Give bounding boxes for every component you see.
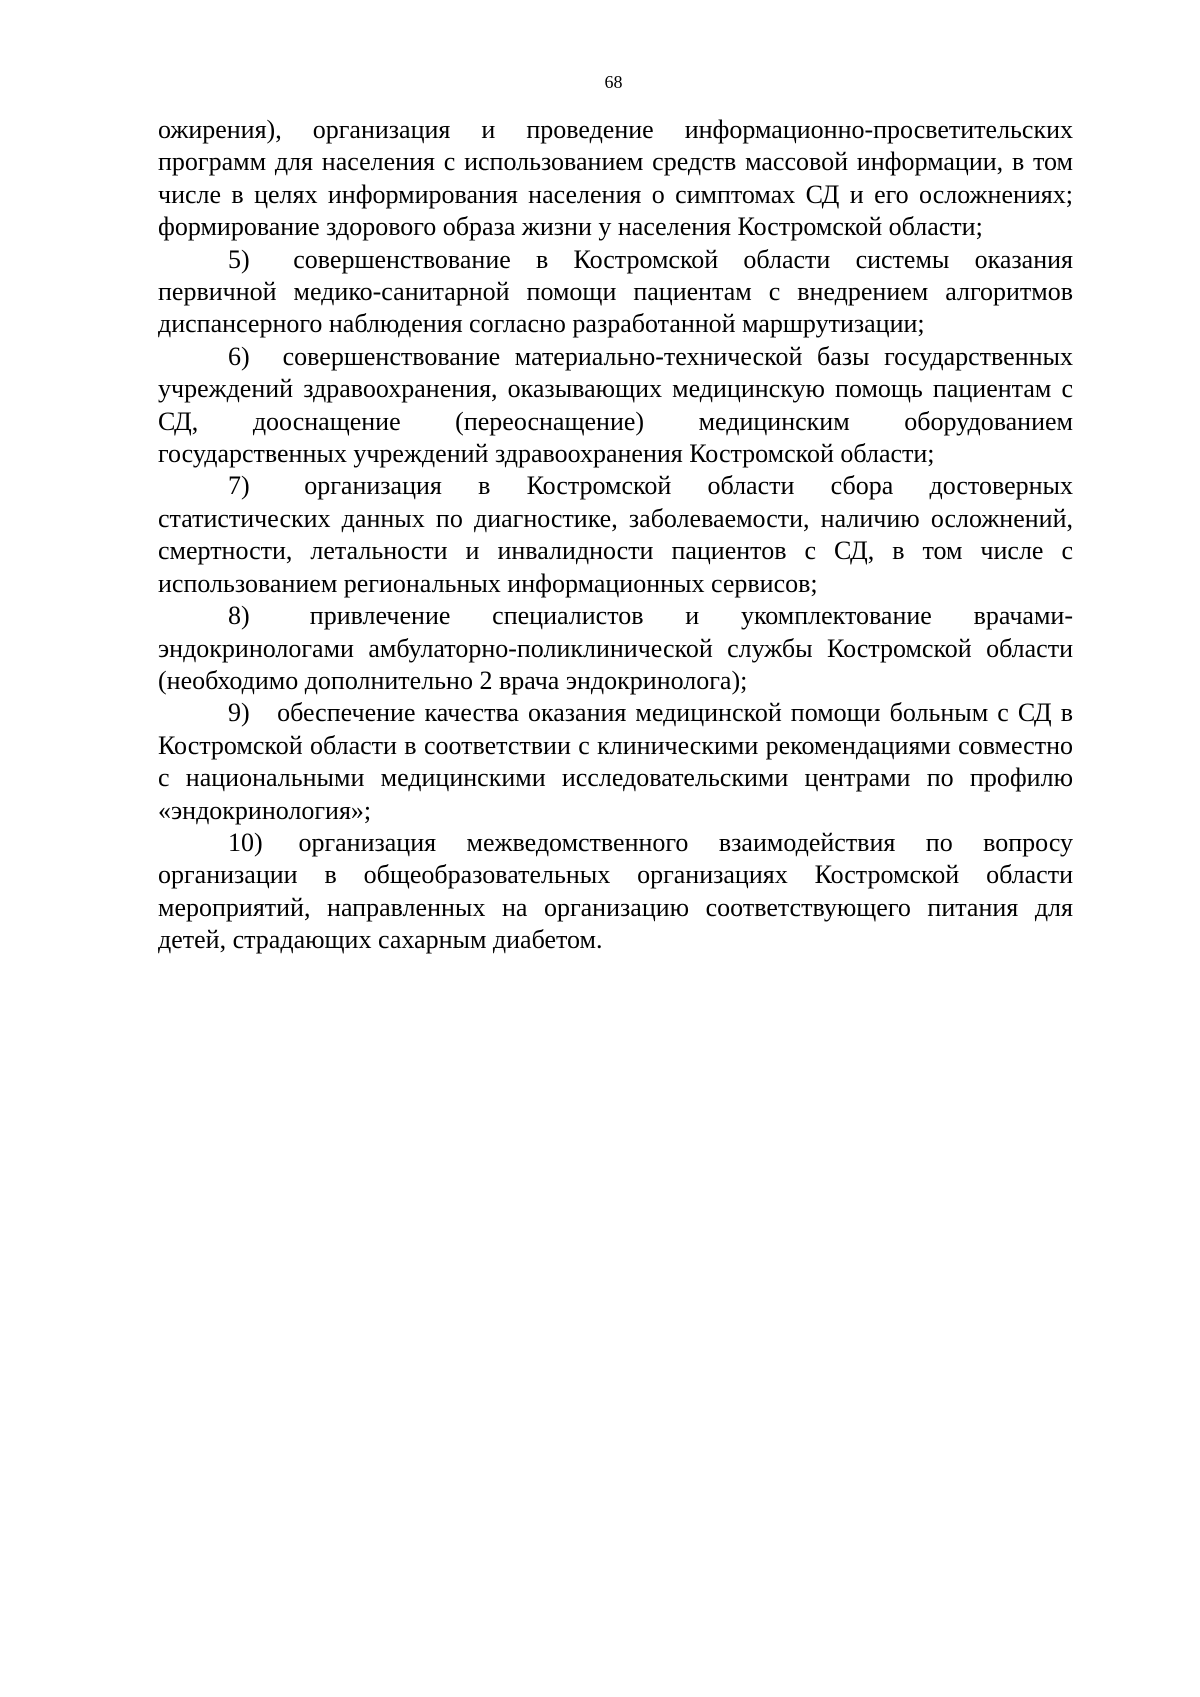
document-body [158,114,1073,957]
list-item-number: 7) [228,471,250,501]
list-item-text: обеспечение качества оказания медицинской помощи больным с СД в Костромской области в соответствии с клиническими рекомендациями совместно с национальными медицинскими исследовательскими центрами по профилю «эндокринология»; [158,698,1074,825]
page-number: 68 [604,72,623,92]
list-item-text: организация в Костромской области сбора достоверных статистических данных по диагностике, заболеваемости, наличию осложнений, смертности, летальности и инвалидности пациентов с СД, в том числе с использованием региональных информационных сервисов; [158,471,1073,598]
list-item-7 [158,470,1073,600]
list-item-text: совершенствование материально-технической базы государственных учреждений здравоохранения, оказывающих медицинскую помощь пациентам с СД, дооснащение (переоснащение) медицинским оборудованием государственных учреждений здравоохранения Костромской области; [158,341,1073,469]
list-item-5 [158,244,1073,341]
list-item-8 [158,600,1073,697]
list-item-10 [158,827,1073,957]
list-item-text: совершенствование в Костромской области системы оказания первичной медико-санитарной помощи пациентам с внедрением алгоритмов диспансерного наблюдения согласно разработанной маршрутизации; [158,244,1074,339]
list-item-text: организация межведомственного взаимодействия по вопросу организации в общеобразовательных организациях Костромской области мероприятий, направленных на организацию соответствующего питания для детей, страдающих сахарным диабетом. [158,827,1074,955]
list-item-9 [158,697,1073,827]
list-item-text: привлечение специалистов и укомплектование врачами-эндокринологами амбулаторно-поликлинической службы Костромской области (необходимо дополнительно 2 врача эндокринолога); [158,601,1074,695]
continuation-paragraph: ожирения), организация и проведение информационно-просветительских программ для населения с использованием средств массовой информации, в том числе в целях информирования населения о симптомах СД и его осложнениях; формирование здорового образа жизни у населения Костромской области; [158,115,1073,242]
list-item-number: 6) [228,341,250,371]
list-item-number: 9) [228,698,250,728]
list-item-6 [158,341,1073,471]
list-item-number: 5) [228,244,250,274]
list-item-number: 8) [228,601,250,631]
list-item-number: 10) [228,827,263,857]
